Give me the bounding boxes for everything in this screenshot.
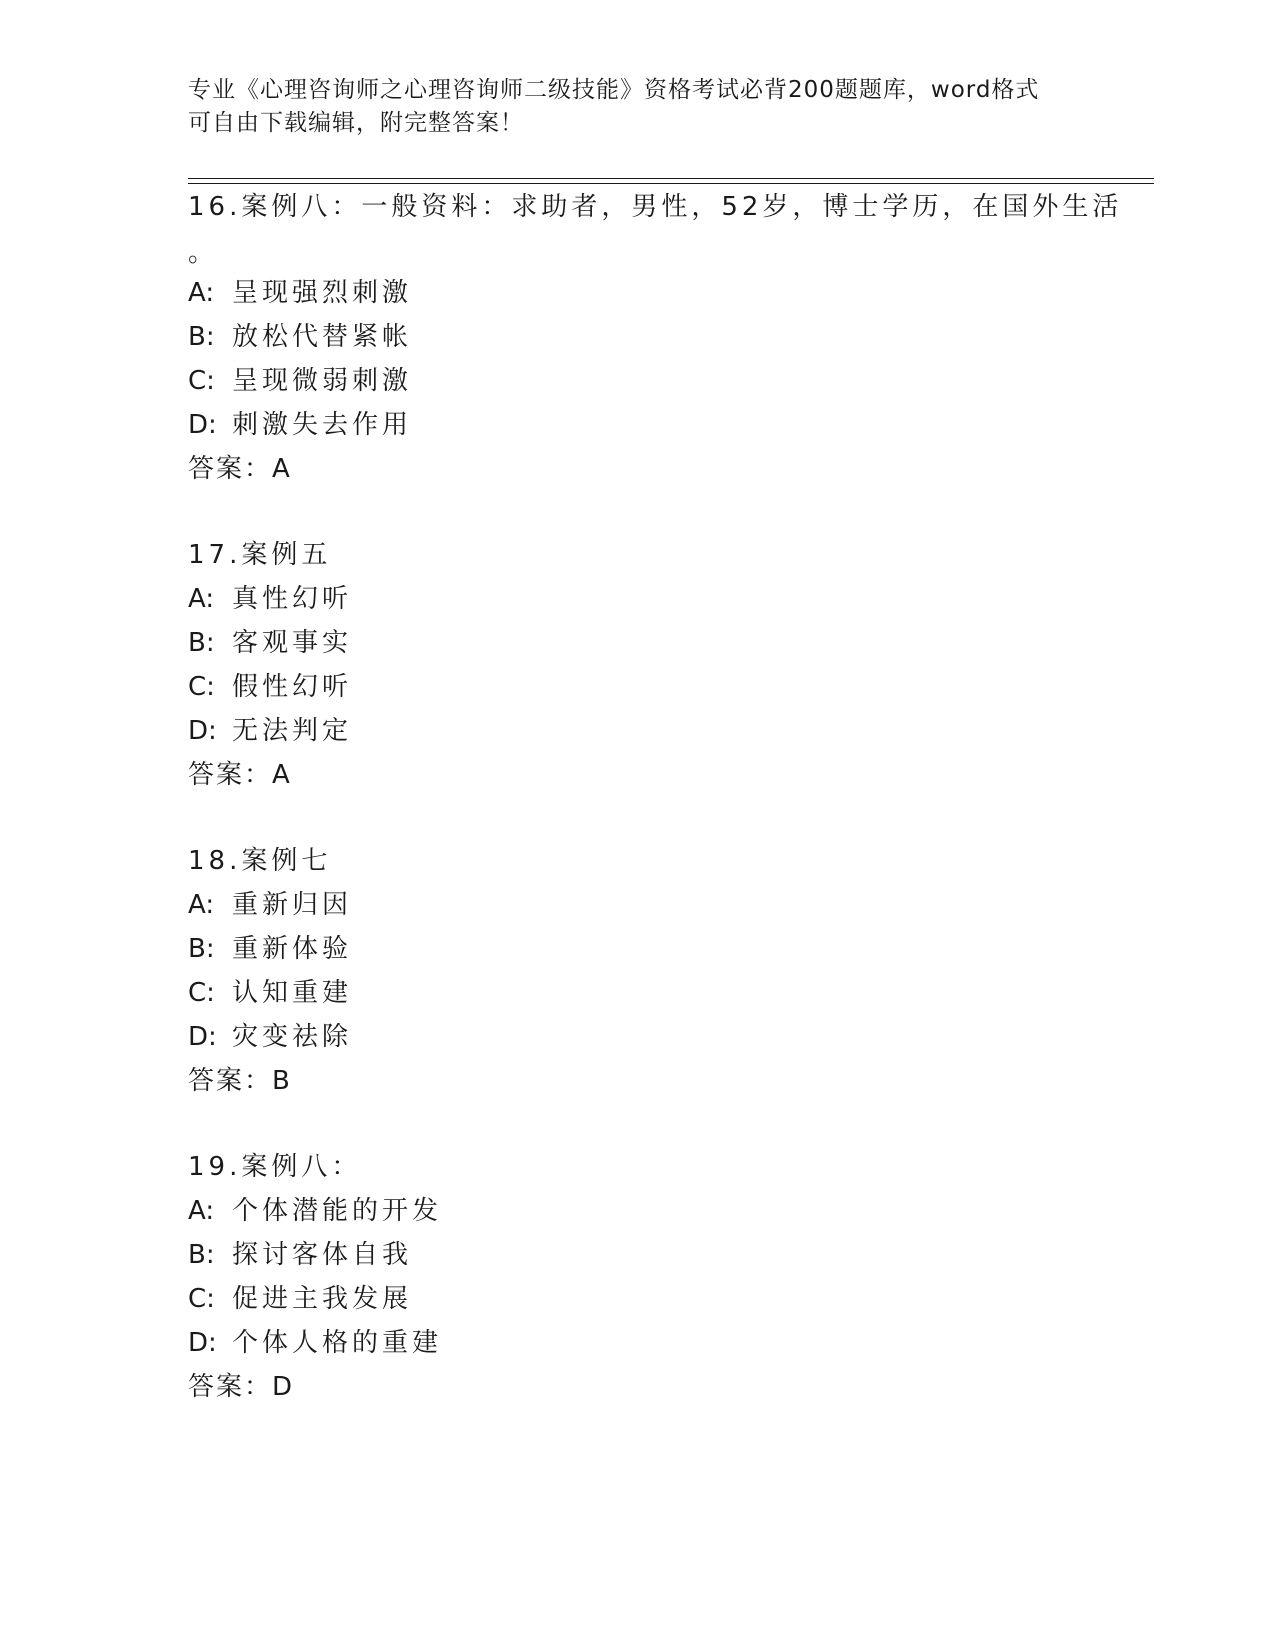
question-stem: 18.案例七	[188, 846, 332, 876]
option-text: 灾变祛除	[232, 1022, 353, 1052]
header-divider-bottom	[188, 183, 1154, 184]
option-c	[188, 360, 412, 397]
option-letter: C:	[188, 366, 215, 396]
option-d	[188, 404, 412, 441]
option-letter: B:	[188, 934, 215, 964]
option-text: 探讨客体自我	[232, 1240, 413, 1270]
option-text: 无法判定	[232, 716, 353, 746]
header-line-2: 可自由下载编辑，附完整答案！	[188, 110, 524, 136]
option-letter: B:	[188, 628, 215, 658]
option-a	[188, 578, 352, 615]
option-letter: C:	[188, 978, 215, 1008]
option-text: 重新体验	[232, 934, 353, 964]
option-text: 个体潜能的开发	[232, 1196, 443, 1226]
option-letter: C:	[188, 1284, 215, 1314]
option-letter: A:	[188, 278, 215, 308]
option-d	[188, 710, 352, 747]
option-a	[188, 272, 412, 309]
answer-line: 答案：D	[188, 1372, 295, 1402]
option-letter: A:	[188, 890, 215, 920]
option-letter: A:	[188, 1196, 215, 1226]
option-text: 重新归因	[232, 890, 353, 920]
option-b	[188, 622, 352, 659]
option-d	[188, 1016, 352, 1053]
option-letter: B:	[188, 322, 215, 352]
option-d	[188, 1322, 442, 1359]
question-stem-continuation: 。	[188, 238, 215, 268]
option-c	[188, 666, 352, 703]
option-c	[188, 972, 352, 1009]
header-divider-top	[188, 178, 1154, 179]
option-text: 促进主我发展	[232, 1284, 413, 1314]
option-a	[188, 1190, 442, 1227]
option-b	[188, 928, 352, 965]
option-text: 真性幻听	[232, 584, 353, 614]
option-text: 放松代替紧帐	[232, 322, 413, 352]
option-text: 客观事实	[232, 628, 353, 658]
answer-line: 答案：B	[188, 1066, 292, 1096]
option-text: 刺激失去作用	[232, 410, 413, 440]
option-text: 个体人格的重建	[232, 1328, 443, 1358]
option-letter: D:	[188, 1022, 217, 1052]
option-b	[188, 316, 412, 353]
option-letter: D:	[188, 1328, 217, 1358]
option-letter: D:	[188, 410, 217, 440]
option-text: 认知重建	[232, 978, 353, 1008]
header-line-1: 专业《心理咨询师之心理咨询师二级技能》资格考试必背200题题库，word格式	[188, 77, 1040, 103]
answer-line: 答案：A	[188, 760, 292, 790]
option-text: 假性幻听	[232, 672, 353, 702]
option-text: 呈现强烈刺激	[232, 278, 413, 308]
document-header	[188, 74, 1088, 140]
question-stem: 16.案例八：一般资料：求助者，男性，52岁，博士学历，在国外生活	[188, 192, 1123, 222]
answer-line: 答案：A	[188, 454, 292, 484]
question-stem: 17.案例五	[188, 540, 332, 570]
option-text: 呈现微弱刺激	[232, 366, 413, 396]
option-b	[188, 1234, 412, 1271]
question-stem: 19.案例八：	[188, 1152, 362, 1182]
option-letter: A:	[188, 584, 215, 614]
option-a	[188, 884, 352, 921]
option-c	[188, 1278, 412, 1315]
option-letter: B:	[188, 1240, 215, 1270]
option-letter: D:	[188, 716, 217, 746]
option-letter: C:	[188, 672, 215, 702]
